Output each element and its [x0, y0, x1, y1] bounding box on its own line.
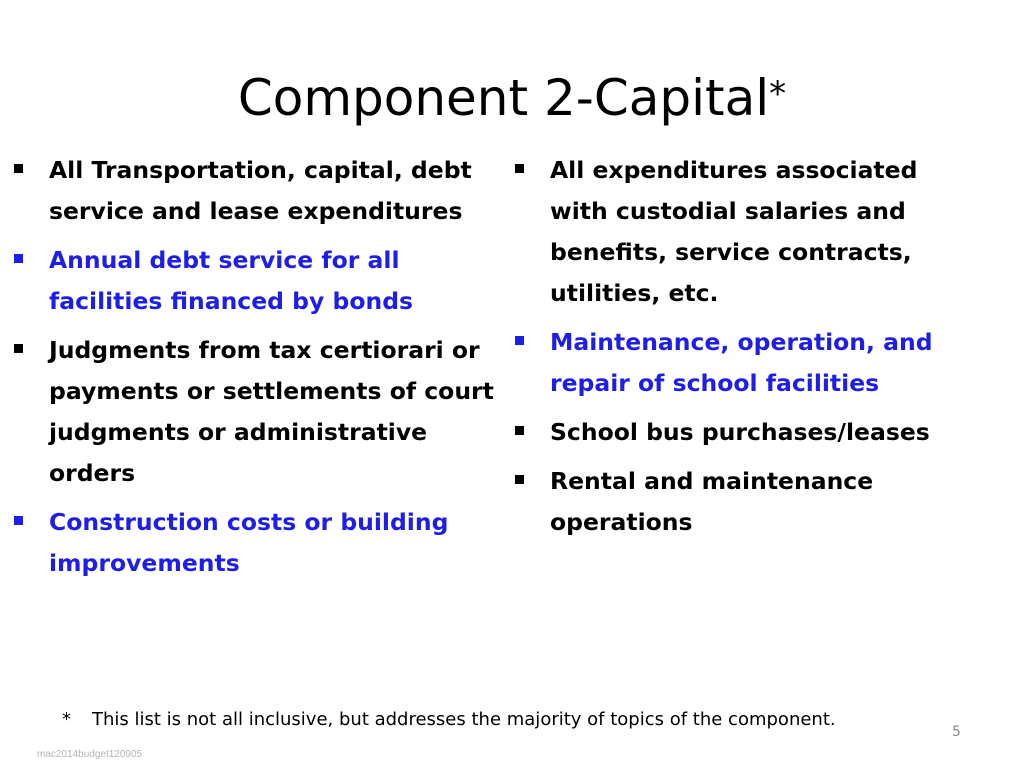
list-item-text: Annual debt service for all facilities financed by bonds [49, 246, 414, 315]
list-item [515, 461, 975, 543]
list-item [14, 240, 494, 322]
list-item [14, 502, 494, 584]
slide-title-text: Component 2-Capital [237, 69, 770, 127]
footnote-marker: * [62, 709, 71, 730]
left-bullet-list [14, 150, 494, 592]
watermark-label: mac2014budget120905 [37, 749, 143, 760]
list-item-text: Judgments from tax certiorari or payments or settlements of court judgments or administrative orders [49, 336, 494, 487]
list-item-text: All Transportation, capital, debt service and lease expenditures [49, 156, 472, 225]
list-item [515, 412, 975, 453]
page-number: 5 [952, 724, 961, 740]
right-bullet-list [515, 150, 975, 551]
list-item-text: Rental and maintenance operations [550, 467, 874, 536]
square-bullet-icon [14, 164, 23, 173]
square-bullet-icon [14, 254, 23, 263]
title-asterisk: * [769, 74, 787, 114]
slide-title [0, 62, 1024, 130]
square-bullet-icon [14, 344, 23, 353]
list-item [515, 322, 975, 404]
list-item-text: Construction costs or building improvements [49, 508, 449, 577]
list-item-text: School bus purchases/leases [550, 418, 930, 446]
list-item-text: Maintenance, operation, and repair of school facilities [550, 328, 933, 397]
square-bullet-icon [515, 426, 524, 435]
square-bullet-icon [515, 336, 524, 345]
list-item [515, 150, 975, 314]
list-item-text: All expenditures associated with custodial salaries and benefits, service contracts, utilities, etc. [550, 156, 918, 307]
square-bullet-icon [515, 164, 524, 173]
footnote-text: This list is not all inclusive, but addresses the majority of topics of the component. [92, 709, 836, 730]
footnote [62, 707, 836, 733]
list-item [14, 150, 494, 232]
square-bullet-icon [14, 516, 23, 525]
square-bullet-icon [515, 475, 524, 484]
list-item [14, 330, 494, 494]
